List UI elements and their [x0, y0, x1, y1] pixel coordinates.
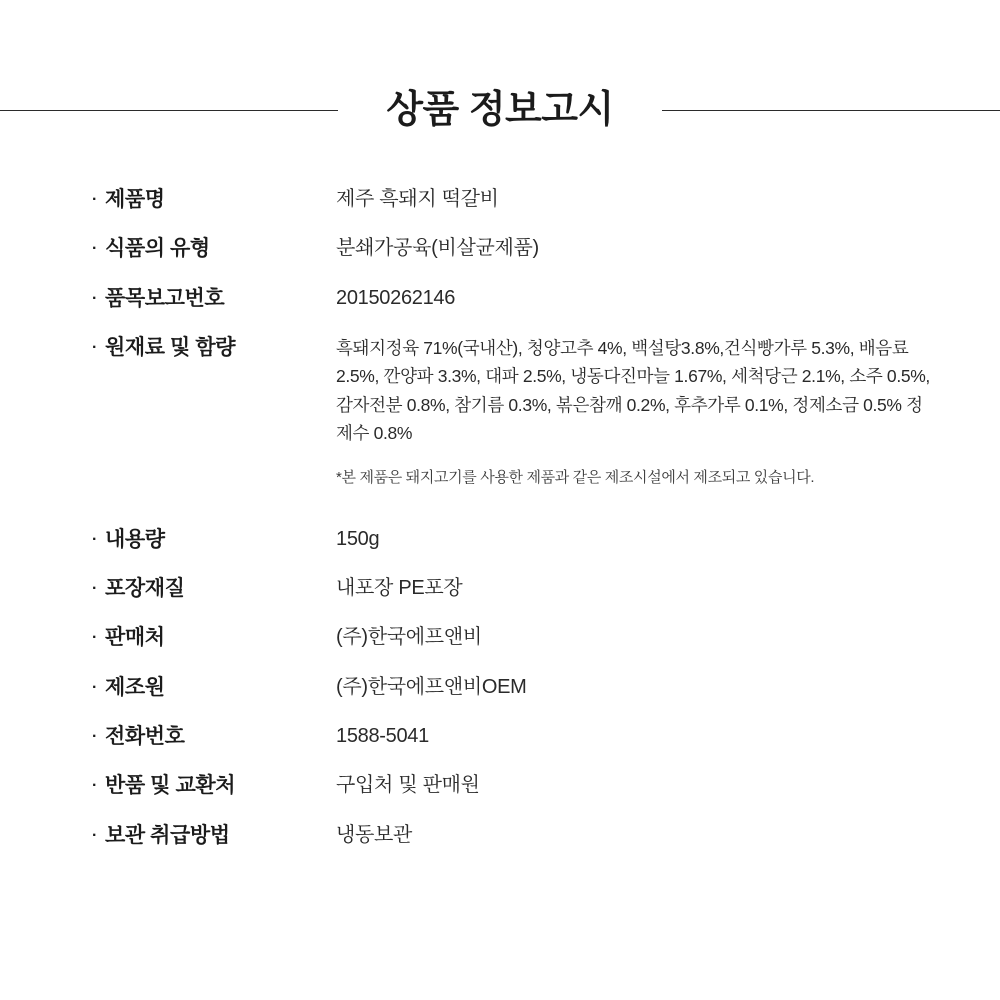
- info-row-manufacturer: [92, 674, 952, 701]
- info-value: (주)한국에프앤비OEM: [336, 675, 527, 698]
- info-label-text: 전화번호: [104, 724, 185, 748]
- bullet-icon: ·: [92, 727, 97, 745]
- bullet-icon: ·: [92, 777, 97, 795]
- info-label: [92, 624, 336, 651]
- info-label-text: 원재료 및 함량: [104, 335, 236, 359]
- info-row-returns-exchange: [92, 772, 952, 799]
- info-value: (주)한국에프앤비: [336, 626, 482, 649]
- header-rule-right: [662, 110, 1000, 111]
- info-row-food-type: [92, 235, 952, 262]
- info-label: [92, 235, 336, 262]
- info-label-text: 포장재질: [104, 577, 185, 601]
- info-row-net-weight: [92, 526, 952, 553]
- ingredients-text: 흑돼지정육 71%(국내산), 청양고추 4%, 백설탕3.8%,건식빵가루 5.3%, 배음료 2.5%, 깐양파 3.3%, 대파 2.5%, 냉동다진마늘 1.67%, 세척당근 2.1%, 소주 0.5%, 감자전분 0.8%, 참기름 0.3%, 볶은참깨 0.2%, 후추가루 0.1%, 정제소금 0.5% 정제수 0.8%: [336, 337, 930, 443]
- bullet-icon: ·: [92, 240, 97, 258]
- ingredients-block: [336, 334, 952, 490]
- bullet-icon: ·: [92, 629, 97, 647]
- info-label: [92, 575, 336, 602]
- bullet-icon: ·: [92, 678, 97, 696]
- product-info-table: [92, 186, 952, 871]
- info-row-report-number: [92, 285, 952, 312]
- info-value: 제주 흑돼지 떡갈비: [336, 188, 499, 210]
- info-row-phone: [92, 723, 952, 750]
- bullet-icon: ·: [92, 530, 97, 548]
- info-label-text: 내용량: [104, 527, 165, 551]
- info-value: 구입처 및 판매원: [336, 774, 480, 797]
- info-label-text: 제품명: [104, 188, 165, 211]
- page-title: 상품 정보고시: [386, 89, 614, 131]
- info-label-text: 식품의 유형: [104, 237, 210, 261]
- info-label: [92, 334, 336, 361]
- info-label: [92, 822, 336, 849]
- info-label: [92, 772, 336, 799]
- info-value: 20150262146: [336, 286, 456, 309]
- info-value: 분쇄가공육(비살균제품): [336, 237, 539, 260]
- info-label: [92, 674, 336, 701]
- info-label-text: 품목보고번호: [104, 286, 225, 310]
- info-row-packaging-material: [92, 575, 952, 602]
- info-row-product-name: [92, 186, 952, 213]
- bullet-icon: ·: [92, 338, 97, 356]
- bullet-icon: ·: [92, 826, 97, 844]
- header-rule-left: [0, 110, 338, 111]
- bullet-icon: ·: [92, 580, 97, 598]
- bullet-icon: ·: [92, 289, 97, 307]
- info-label: [92, 526, 336, 553]
- info-label: [92, 186, 336, 213]
- info-label-text: 제조원: [104, 675, 165, 699]
- info-label: [92, 285, 336, 312]
- info-row-ingredients: [92, 334, 952, 490]
- info-row-storage-method: [92, 822, 952, 849]
- info-value: 1588-5041: [336, 724, 429, 747]
- info-label-text: 반품 및 교환처: [104, 774, 236, 798]
- info-value: 150g: [336, 527, 380, 550]
- info-row-seller: [92, 624, 952, 651]
- section-spacer: [92, 512, 952, 526]
- info-value: 냉동보관: [336, 823, 413, 846]
- info-value: 내포장 PE포장: [336, 577, 463, 600]
- info-label: [92, 723, 336, 750]
- allergy-note-text: *본 제품은 돼지고기를 사용한 제품과 같은 제조시설에서 제조되고 있습니다.: [336, 469, 815, 487]
- info-label-text: 판매처: [104, 626, 165, 650]
- info-label-text: 보관 취급방법: [104, 823, 230, 847]
- bullet-icon: ·: [92, 191, 97, 208]
- page-header: [0, 78, 1000, 142]
